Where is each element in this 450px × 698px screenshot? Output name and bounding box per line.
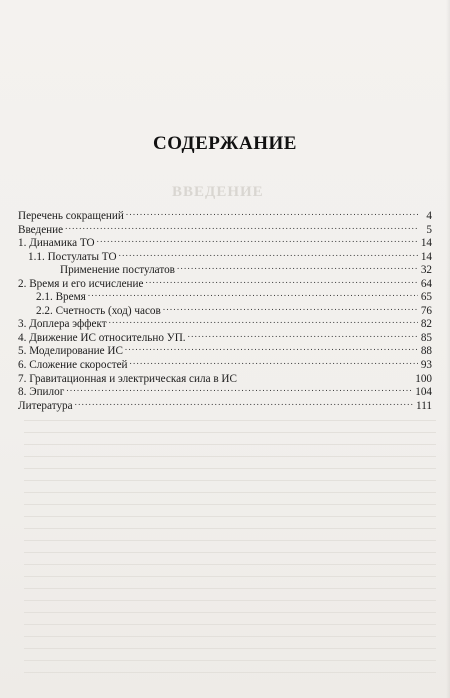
table-of-contents <box>18 209 432 412</box>
toc-entry <box>18 290 432 304</box>
toc-page-number: 64 <box>420 277 432 290</box>
toc-page-number: 93 <box>420 359 432 372</box>
toc-entry <box>18 250 432 264</box>
show-through-heading: ВВЕДЕНИЕ <box>172 184 264 200</box>
page-edge <box>446 0 450 698</box>
toc-entry-title: 2. Время и его исчисление <box>18 277 144 290</box>
toc-page-number: 14 <box>420 250 432 263</box>
toc-entry <box>18 317 432 331</box>
toc-entry <box>18 399 432 413</box>
toc-leader-dots <box>239 372 413 382</box>
toc-entry-title: 3. Доплера эффект <box>18 318 107 331</box>
show-through-text <box>24 420 436 684</box>
toc-leader-dots <box>145 277 418 287</box>
toc-leader-dots <box>65 223 418 233</box>
toc-page-number: 65 <box>420 291 432 304</box>
toc-leader-dots <box>97 236 418 246</box>
toc-entry <box>18 331 432 345</box>
toc-leader-dots <box>109 317 418 327</box>
toc-page-number: 88 <box>420 345 432 358</box>
toc-page-number: 85 <box>420 331 432 344</box>
toc-entry-title: 7. Гравитационная и электрическая сила в ИС <box>18 372 237 385</box>
toc-entry-title: 1.1. Постулаты ТО <box>28 250 117 263</box>
toc-entry <box>18 358 432 372</box>
toc-leader-dots <box>163 304 418 314</box>
toc-entry <box>18 223 432 237</box>
toc-entry-title: Введение <box>18 223 64 236</box>
toc-page-number: 4 <box>426 210 432 222</box>
toc-leader-dots <box>126 209 418 219</box>
toc-leader-dots <box>177 263 418 273</box>
toc-page-number: 100 <box>415 372 432 385</box>
toc-page-number: 5 <box>426 223 432 236</box>
toc-entry-title: Литература <box>18 399 73 412</box>
toc-entry-title: 2.1. Время <box>36 291 86 304</box>
toc-entry-title: Применение постулатов <box>60 264 175 277</box>
toc-entry <box>18 236 432 250</box>
toc-leader-dots <box>75 399 414 409</box>
toc-page-number: 104 <box>415 386 432 399</box>
toc-leader-dots <box>125 344 418 354</box>
toc-entry-title: 1. Динамика ТО <box>18 237 95 250</box>
toc-page-number: 82 <box>420 318 432 331</box>
toc-entry-title: 8. Эпилог <box>18 386 65 399</box>
toc-entry <box>18 385 432 399</box>
toc-entry <box>18 304 432 318</box>
toc-leader-dots <box>188 331 418 341</box>
toc-page-number: 14 <box>420 237 432 250</box>
toc-entry-title: 5. Моделирование ИС <box>18 345 123 358</box>
toc-entry <box>18 277 432 291</box>
toc-leader-dots <box>66 385 413 395</box>
page-title: СОДЕРЖАНИЕ <box>153 133 297 154</box>
toc-entry <box>18 372 432 386</box>
toc-leader-dots <box>88 290 418 300</box>
toc-entry-title: 4. Движение ИС относительно УП. <box>18 331 186 344</box>
toc-entry-title: 6. Сложение скоростей <box>18 359 128 372</box>
toc-page-number: 111 <box>416 399 432 412</box>
toc-leader-dots <box>130 358 418 368</box>
toc-page-number: 76 <box>420 304 432 317</box>
toc-entry-title: 2.2. Счетность (ход) часов <box>36 304 161 317</box>
toc-entry <box>18 344 432 358</box>
toc-entry-title: Перечень сокращений <box>18 210 124 222</box>
toc-leader-dots <box>119 250 418 260</box>
toc-page-number: 32 <box>420 264 432 277</box>
toc-entry <box>18 209 432 223</box>
toc-entry <box>18 263 432 277</box>
